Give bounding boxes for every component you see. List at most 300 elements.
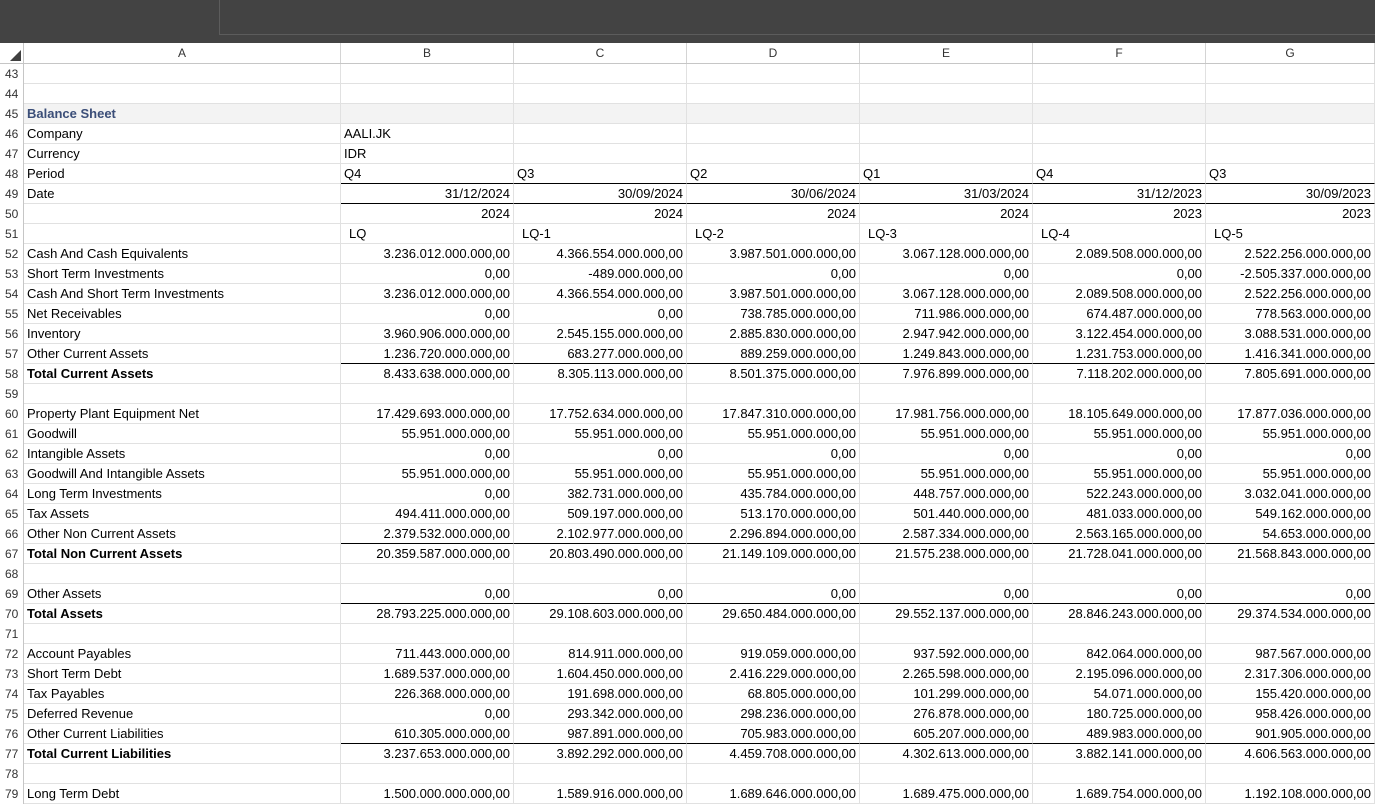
value-cell[interactable]: 18.105.649.000.000,00 bbox=[1033, 404, 1206, 424]
value-cell[interactable] bbox=[341, 384, 514, 404]
value-cell[interactable] bbox=[341, 104, 514, 124]
value-cell[interactable]: 276.878.000.000,00 bbox=[860, 704, 1033, 724]
value-cell[interactable] bbox=[1206, 64, 1375, 84]
value-cell[interactable]: 2.947.942.000.000,00 bbox=[860, 324, 1033, 344]
row-label-cell[interactable]: Property Plant Equipment Net bbox=[24, 404, 341, 424]
row-label-cell[interactable]: Total Current Assets bbox=[24, 364, 341, 384]
value-cell[interactable] bbox=[687, 144, 860, 164]
value-cell[interactable]: 4.366.554.000.000,00 bbox=[514, 284, 687, 304]
row-label-cell[interactable]: Deferred Revenue bbox=[24, 704, 341, 724]
value-cell[interactable]: 1.249.843.000.000,00 bbox=[860, 344, 1033, 364]
row-label-cell[interactable]: Date bbox=[24, 184, 341, 204]
row-number[interactable]: 53 bbox=[0, 264, 24, 284]
row-label-cell[interactable]: Total Assets bbox=[24, 604, 341, 624]
value-cell[interactable]: 55.951.000.000,00 bbox=[860, 464, 1033, 484]
value-cell[interactable]: 814.911.000.000,00 bbox=[514, 644, 687, 664]
value-cell[interactable]: 2.416.229.000.000,00 bbox=[687, 664, 860, 684]
value-cell[interactable]: IDR bbox=[341, 144, 514, 164]
value-cell[interactable] bbox=[1206, 124, 1375, 144]
value-cell[interactable] bbox=[860, 564, 1033, 584]
row-number[interactable]: 59 bbox=[0, 384, 24, 404]
value-cell[interactable] bbox=[860, 124, 1033, 144]
value-cell[interactable]: 0,00 bbox=[341, 584, 514, 604]
value-cell[interactable] bbox=[687, 384, 860, 404]
value-cell[interactable]: LQ-3 bbox=[860, 224, 1033, 244]
row-label-cell[interactable] bbox=[24, 224, 341, 244]
value-cell[interactable]: 55.951.000.000,00 bbox=[687, 464, 860, 484]
value-cell[interactable]: 2.089.508.000.000,00 bbox=[1033, 244, 1206, 264]
value-cell[interactable]: 901.905.000.000,00 bbox=[1206, 724, 1375, 744]
value-cell[interactable] bbox=[1206, 84, 1375, 104]
row-number[interactable]: 64 bbox=[0, 484, 24, 504]
row-number[interactable]: 51 bbox=[0, 224, 24, 244]
row-number[interactable]: 52 bbox=[0, 244, 24, 264]
value-cell[interactable] bbox=[860, 84, 1033, 104]
value-cell[interactable]: 17.847.310.000.000,00 bbox=[687, 404, 860, 424]
row-label-cell[interactable]: Other Assets bbox=[24, 584, 341, 604]
value-cell[interactable]: 20.359.587.000.000,00 bbox=[341, 544, 514, 564]
value-cell[interactable]: 4.366.554.000.000,00 bbox=[514, 244, 687, 264]
value-cell[interactable] bbox=[1033, 104, 1206, 124]
value-cell[interactable]: 509.197.000.000,00 bbox=[514, 504, 687, 524]
value-cell[interactable]: 513.170.000.000,00 bbox=[687, 504, 860, 524]
value-cell[interactable]: 2.265.598.000.000,00 bbox=[860, 664, 1033, 684]
value-cell[interactable]: 0,00 bbox=[341, 704, 514, 724]
value-cell[interactable]: 683.277.000.000,00 bbox=[514, 344, 687, 364]
row-label-cell[interactable] bbox=[24, 384, 341, 404]
value-cell[interactable] bbox=[860, 64, 1033, 84]
value-cell[interactable]: 1.231.753.000.000,00 bbox=[1033, 344, 1206, 364]
value-cell[interactable] bbox=[687, 104, 860, 124]
value-cell[interactable]: 2.545.155.000.000,00 bbox=[514, 324, 687, 344]
value-cell[interactable]: 0,00 bbox=[687, 444, 860, 464]
value-cell[interactable] bbox=[687, 64, 860, 84]
value-cell[interactable]: 21.149.109.000.000,00 bbox=[687, 544, 860, 564]
row-label-cell[interactable]: Goodwill And Intangible Assets bbox=[24, 464, 341, 484]
row-number[interactable]: 74 bbox=[0, 684, 24, 704]
row-label-cell[interactable]: Currency bbox=[24, 144, 341, 164]
value-cell[interactable]: 3.987.501.000.000,00 bbox=[687, 244, 860, 264]
row-number[interactable]: 44 bbox=[0, 84, 24, 104]
row-number[interactable]: 75 bbox=[0, 704, 24, 724]
value-cell[interactable] bbox=[1033, 124, 1206, 144]
value-cell[interactable]: 55.951.000.000,00 bbox=[687, 424, 860, 444]
value-cell[interactable] bbox=[860, 624, 1033, 644]
value-cell[interactable]: 501.440.000.000,00 bbox=[860, 504, 1033, 524]
value-cell[interactable] bbox=[341, 64, 514, 84]
value-cell[interactable]: 30/09/2024 bbox=[514, 184, 687, 204]
value-cell[interactable] bbox=[1206, 764, 1375, 784]
value-cell[interactable]: 30/06/2024 bbox=[687, 184, 860, 204]
row-number[interactable]: 63 bbox=[0, 464, 24, 484]
value-cell[interactable] bbox=[1206, 624, 1375, 644]
value-cell[interactable]: 17.752.634.000.000,00 bbox=[514, 404, 687, 424]
value-cell[interactable]: 0,00 bbox=[1033, 584, 1206, 604]
row-number[interactable]: 71 bbox=[0, 624, 24, 644]
value-cell[interactable]: 2.379.532.000.000,00 bbox=[341, 524, 514, 544]
column-header-c[interactable]: C bbox=[514, 43, 687, 63]
value-cell[interactable]: 21.575.238.000.000,00 bbox=[860, 544, 1033, 564]
value-cell[interactable]: 2.195.096.000.000,00 bbox=[1033, 664, 1206, 684]
row-number[interactable]: 76 bbox=[0, 724, 24, 744]
value-cell[interactable] bbox=[514, 84, 687, 104]
value-cell[interactable] bbox=[1033, 624, 1206, 644]
row-number[interactable]: 45 bbox=[0, 104, 24, 124]
row-number[interactable]: 60 bbox=[0, 404, 24, 424]
column-header-g[interactable]: G bbox=[1206, 43, 1375, 63]
row-label-cell[interactable] bbox=[24, 764, 341, 784]
value-cell[interactable]: 1.500.000.000.000,00 bbox=[341, 784, 514, 804]
row-label-cell[interactable] bbox=[24, 564, 341, 584]
formula-input[interactable] bbox=[219, 0, 1375, 35]
row-label-cell[interactable]: Inventory bbox=[24, 324, 341, 344]
value-cell[interactable] bbox=[687, 764, 860, 784]
row-label-cell[interactable]: Goodwill bbox=[24, 424, 341, 444]
value-cell[interactable]: 0,00 bbox=[860, 444, 1033, 464]
row-label-cell[interactable]: Other Current Liabilities bbox=[24, 724, 341, 744]
select-all-button[interactable] bbox=[0, 43, 24, 63]
value-cell[interactable]: 3.067.128.000.000,00 bbox=[860, 284, 1033, 304]
value-cell[interactable]: 54.653.000.000,00 bbox=[1206, 524, 1375, 544]
row-label-cell[interactable]: Tax Payables bbox=[24, 684, 341, 704]
row-label-cell[interactable]: Total Current Liabilities bbox=[24, 744, 341, 764]
value-cell[interactable]: 3.122.454.000.000,00 bbox=[1033, 324, 1206, 344]
value-cell[interactable] bbox=[1206, 384, 1375, 404]
value-cell[interactable] bbox=[514, 564, 687, 584]
row-number[interactable]: 69 bbox=[0, 584, 24, 604]
value-cell[interactable]: 55.951.000.000,00 bbox=[1206, 464, 1375, 484]
value-cell[interactable]: 0,00 bbox=[687, 264, 860, 284]
value-cell[interactable]: -489.000.000,00 bbox=[514, 264, 687, 284]
row-label-cell[interactable] bbox=[24, 204, 341, 224]
value-cell[interactable] bbox=[1033, 64, 1206, 84]
value-cell[interactable]: 0,00 bbox=[860, 584, 1033, 604]
value-cell[interactable] bbox=[341, 564, 514, 584]
row-number[interactable]: 49 bbox=[0, 184, 24, 204]
value-cell[interactable]: 711.443.000.000,00 bbox=[341, 644, 514, 664]
row-number[interactable]: 61 bbox=[0, 424, 24, 444]
value-cell[interactable]: 1.689.646.000.000,00 bbox=[687, 784, 860, 804]
row-number[interactable]: 48 bbox=[0, 164, 24, 184]
value-cell[interactable]: 3.960.906.000.000,00 bbox=[341, 324, 514, 344]
row-label-cell[interactable]: Other Non Current Assets bbox=[24, 524, 341, 544]
row-number[interactable]: 58 bbox=[0, 364, 24, 384]
value-cell[interactable]: 0,00 bbox=[514, 444, 687, 464]
row-label-cell[interactable]: Cash And Short Term Investments bbox=[24, 284, 341, 304]
row-number[interactable]: 68 bbox=[0, 564, 24, 584]
row-label-cell[interactable]: Cash And Cash Equivalents bbox=[24, 244, 341, 264]
value-cell[interactable]: 610.305.000.000,00 bbox=[341, 724, 514, 744]
value-cell[interactable]: 3.236.012.000.000,00 bbox=[341, 244, 514, 264]
row-number[interactable]: 77 bbox=[0, 744, 24, 764]
value-cell[interactable]: 7.976.899.000.000,00 bbox=[860, 364, 1033, 384]
value-cell[interactable]: 29.374.534.000.000,00 bbox=[1206, 604, 1375, 624]
value-cell[interactable]: 842.064.000.000,00 bbox=[1033, 644, 1206, 664]
row-label-cell[interactable]: Balance Sheet bbox=[24, 104, 341, 124]
value-cell[interactable]: 705.983.000.000,00 bbox=[687, 724, 860, 744]
column-header-f[interactable]: F bbox=[1033, 43, 1206, 63]
value-cell[interactable]: 101.299.000.000,00 bbox=[860, 684, 1033, 704]
value-cell[interactable]: 2.522.256.000.000,00 bbox=[1206, 284, 1375, 304]
value-cell[interactable]: Q1 bbox=[860, 164, 1033, 184]
value-cell[interactable]: 0,00 bbox=[1033, 444, 1206, 464]
value-cell[interactable]: 2.296.894.000.000,00 bbox=[687, 524, 860, 544]
value-cell[interactable]: 8.305.113.000.000,00 bbox=[514, 364, 687, 384]
value-cell[interactable] bbox=[514, 64, 687, 84]
value-cell[interactable]: 1.416.341.000.000,00 bbox=[1206, 344, 1375, 364]
value-cell[interactable] bbox=[514, 624, 687, 644]
row-label-cell[interactable]: Company bbox=[24, 124, 341, 144]
value-cell[interactable]: 919.059.000.000,00 bbox=[687, 644, 860, 664]
value-cell[interactable] bbox=[1033, 564, 1206, 584]
row-label-cell[interactable]: Intangible Assets bbox=[24, 444, 341, 464]
value-cell[interactable] bbox=[341, 764, 514, 784]
value-cell[interactable]: Q4 bbox=[341, 164, 514, 184]
value-cell[interactable] bbox=[1033, 144, 1206, 164]
value-cell[interactable]: 0,00 bbox=[1033, 264, 1206, 284]
value-cell[interactable] bbox=[1033, 384, 1206, 404]
row-label-cell[interactable] bbox=[24, 64, 341, 84]
value-cell[interactable]: 1.689.537.000.000,00 bbox=[341, 664, 514, 684]
row-label-cell[interactable]: Other Current Assets bbox=[24, 344, 341, 364]
value-cell[interactable] bbox=[860, 764, 1033, 784]
value-cell[interactable]: 55.951.000.000,00 bbox=[514, 424, 687, 444]
row-number[interactable]: 72 bbox=[0, 644, 24, 664]
value-cell[interactable]: 494.411.000.000,00 bbox=[341, 504, 514, 524]
value-cell[interactable]: 293.342.000.000,00 bbox=[514, 704, 687, 724]
column-header-e[interactable]: E bbox=[860, 43, 1033, 63]
row-label-cell[interactable]: Net Receivables bbox=[24, 304, 341, 324]
value-cell[interactable]: 0,00 bbox=[687, 584, 860, 604]
value-cell[interactable]: 2.102.977.000.000,00 bbox=[514, 524, 687, 544]
value-cell[interactable]: 0,00 bbox=[341, 264, 514, 284]
value-cell[interactable]: 17.429.693.000.000,00 bbox=[341, 404, 514, 424]
value-cell[interactable]: 0,00 bbox=[341, 484, 514, 504]
value-cell[interactable]: 0,00 bbox=[514, 304, 687, 324]
value-cell[interactable]: 958.426.000.000,00 bbox=[1206, 704, 1375, 724]
value-cell[interactable] bbox=[1033, 764, 1206, 784]
row-number[interactable]: 79 bbox=[0, 784, 24, 804]
value-cell[interactable]: 738.785.000.000,00 bbox=[687, 304, 860, 324]
value-cell[interactable]: 155.420.000.000,00 bbox=[1206, 684, 1375, 704]
value-cell[interactable]: 3.882.141.000.000,00 bbox=[1033, 744, 1206, 764]
value-cell[interactable]: 55.951.000.000,00 bbox=[1033, 424, 1206, 444]
value-cell[interactable]: 435.784.000.000,00 bbox=[687, 484, 860, 504]
value-cell[interactable]: LQ-1 bbox=[514, 224, 687, 244]
value-cell[interactable]: 987.891.000.000,00 bbox=[514, 724, 687, 744]
value-cell[interactable]: 2.317.306.000.000,00 bbox=[1206, 664, 1375, 684]
value-cell[interactable]: 3.987.501.000.000,00 bbox=[687, 284, 860, 304]
value-cell[interactable]: 0,00 bbox=[341, 304, 514, 324]
value-cell[interactable]: 55.951.000.000,00 bbox=[514, 464, 687, 484]
value-cell[interactable]: 55.951.000.000,00 bbox=[1033, 464, 1206, 484]
value-cell[interactable]: LQ bbox=[341, 224, 514, 244]
value-cell[interactable]: 31/03/2024 bbox=[860, 184, 1033, 204]
row-number[interactable]: 56 bbox=[0, 324, 24, 344]
value-cell[interactable]: 55.951.000.000,00 bbox=[1206, 424, 1375, 444]
value-cell[interactable] bbox=[1206, 144, 1375, 164]
value-cell[interactable]: 2.563.165.000.000,00 bbox=[1033, 524, 1206, 544]
value-cell[interactable]: 298.236.000.000,00 bbox=[687, 704, 860, 724]
value-cell[interactable] bbox=[860, 144, 1033, 164]
row-label-cell[interactable]: Tax Assets bbox=[24, 504, 341, 524]
row-label-cell[interactable] bbox=[24, 84, 341, 104]
value-cell[interactable]: 31/12/2023 bbox=[1033, 184, 1206, 204]
row-label-cell[interactable]: Period bbox=[24, 164, 341, 184]
value-cell[interactable]: 8.433.638.000.000,00 bbox=[341, 364, 514, 384]
value-cell[interactable]: 2.587.334.000.000,00 bbox=[860, 524, 1033, 544]
value-cell[interactable]: 29.108.603.000.000,00 bbox=[514, 604, 687, 624]
row-label-cell[interactable]: Long Term Debt bbox=[24, 784, 341, 804]
value-cell[interactable]: 30/09/2023 bbox=[1206, 184, 1375, 204]
value-cell[interactable]: 674.487.000.000,00 bbox=[1033, 304, 1206, 324]
value-cell[interactable]: 1.589.916.000.000,00 bbox=[514, 784, 687, 804]
value-cell[interactable]: 3.032.041.000.000,00 bbox=[1206, 484, 1375, 504]
value-cell[interactable] bbox=[1206, 104, 1375, 124]
row-label-cell[interactable]: Long Term Investments bbox=[24, 484, 341, 504]
value-cell[interactable]: Q2 bbox=[687, 164, 860, 184]
value-cell[interactable]: 21.568.843.000.000,00 bbox=[1206, 544, 1375, 564]
value-cell[interactable]: 0,00 bbox=[1206, 584, 1375, 604]
value-cell[interactable] bbox=[687, 564, 860, 584]
value-cell[interactable]: 68.805.000.000,00 bbox=[687, 684, 860, 704]
value-cell[interactable]: 17.981.756.000.000,00 bbox=[860, 404, 1033, 424]
row-number[interactable]: 46 bbox=[0, 124, 24, 144]
row-label-cell[interactable]: Total Non Current Assets bbox=[24, 544, 341, 564]
value-cell[interactable]: 1.689.475.000.000,00 bbox=[860, 784, 1033, 804]
row-number[interactable]: 47 bbox=[0, 144, 24, 164]
column-header-a[interactable]: A bbox=[24, 43, 341, 63]
row-label-cell[interactable]: Short Term Investments bbox=[24, 264, 341, 284]
value-cell[interactable]: 481.033.000.000,00 bbox=[1033, 504, 1206, 524]
row-number[interactable]: 50 bbox=[0, 204, 24, 224]
value-cell[interactable]: Q3 bbox=[514, 164, 687, 184]
value-cell[interactable]: 3.237.653.000.000,00 bbox=[341, 744, 514, 764]
value-cell[interactable]: AALI.JK bbox=[341, 124, 514, 144]
value-cell[interactable]: 4.606.563.000.000,00 bbox=[1206, 744, 1375, 764]
value-cell[interactable]: 489.983.000.000,00 bbox=[1033, 724, 1206, 744]
value-cell[interactable]: 28.793.225.000.000,00 bbox=[341, 604, 514, 624]
row-number[interactable]: 78 bbox=[0, 764, 24, 784]
value-cell[interactable]: 54.071.000.000,00 bbox=[1033, 684, 1206, 704]
value-cell[interactable]: 17.877.036.000.000,00 bbox=[1206, 404, 1375, 424]
value-cell[interactable]: 549.162.000.000,00 bbox=[1206, 504, 1375, 524]
value-cell[interactable]: 7.805.691.000.000,00 bbox=[1206, 364, 1375, 384]
value-cell[interactable] bbox=[341, 624, 514, 644]
value-cell[interactable]: Q4 bbox=[1033, 164, 1206, 184]
value-cell[interactable]: 448.757.000.000,00 bbox=[860, 484, 1033, 504]
value-cell[interactable]: LQ-2 bbox=[687, 224, 860, 244]
value-cell[interactable]: 2024 bbox=[341, 204, 514, 224]
value-cell[interactable] bbox=[514, 764, 687, 784]
value-cell[interactable]: 605.207.000.000,00 bbox=[860, 724, 1033, 744]
spreadsheet-grid[interactable] bbox=[0, 43, 1375, 804]
value-cell[interactable]: 382.731.000.000,00 bbox=[514, 484, 687, 504]
value-cell[interactable]: 29.552.137.000.000,00 bbox=[860, 604, 1033, 624]
value-cell[interactable]: 889.259.000.000,00 bbox=[687, 344, 860, 364]
value-cell[interactable]: LQ-4 bbox=[1033, 224, 1206, 244]
value-cell[interactable]: LQ-5 bbox=[1206, 224, 1375, 244]
value-cell[interactable] bbox=[514, 124, 687, 144]
value-cell[interactable]: 778.563.000.000,00 bbox=[1206, 304, 1375, 324]
row-number[interactable]: 43 bbox=[0, 64, 24, 84]
value-cell[interactable]: 226.368.000.000,00 bbox=[341, 684, 514, 704]
value-cell[interactable]: 55.951.000.000,00 bbox=[341, 464, 514, 484]
row-number[interactable]: 57 bbox=[0, 344, 24, 364]
value-cell[interactable]: 987.567.000.000,00 bbox=[1206, 644, 1375, 664]
row-number[interactable]: 55 bbox=[0, 304, 24, 324]
column-header-d[interactable]: D bbox=[687, 43, 860, 63]
value-cell[interactable] bbox=[687, 84, 860, 104]
value-cell[interactable]: 2023 bbox=[1033, 204, 1206, 224]
value-cell[interactable] bbox=[860, 104, 1033, 124]
value-cell[interactable]: 3.088.531.000.000,00 bbox=[1206, 324, 1375, 344]
row-number[interactable]: 70 bbox=[0, 604, 24, 624]
value-cell[interactable]: 1.192.108.000.000,00 bbox=[1206, 784, 1375, 804]
value-cell[interactable]: 0,00 bbox=[341, 444, 514, 464]
value-cell[interactable]: 0,00 bbox=[1206, 444, 1375, 464]
value-cell[interactable] bbox=[1033, 84, 1206, 104]
row-number[interactable]: 73 bbox=[0, 664, 24, 684]
value-cell[interactable] bbox=[514, 384, 687, 404]
value-cell[interactable]: 3.067.128.000.000,00 bbox=[860, 244, 1033, 264]
row-number[interactable]: 67 bbox=[0, 544, 24, 564]
row-number[interactable]: 54 bbox=[0, 284, 24, 304]
value-cell[interactable]: 2.089.508.000.000,00 bbox=[1033, 284, 1206, 304]
value-cell[interactable]: 522.243.000.000,00 bbox=[1033, 484, 1206, 504]
value-cell[interactable]: Q3 bbox=[1206, 164, 1375, 184]
value-cell[interactable]: 3.892.292.000.000,00 bbox=[514, 744, 687, 764]
value-cell[interactable]: 1.236.720.000.000,00 bbox=[341, 344, 514, 364]
value-cell[interactable] bbox=[514, 144, 687, 164]
value-cell[interactable]: 4.302.613.000.000,00 bbox=[860, 744, 1033, 764]
value-cell[interactable]: 28.846.243.000.000,00 bbox=[1033, 604, 1206, 624]
value-cell[interactable] bbox=[860, 384, 1033, 404]
value-cell[interactable]: 20.803.490.000.000,00 bbox=[514, 544, 687, 564]
value-cell[interactable]: 29.650.484.000.000,00 bbox=[687, 604, 860, 624]
value-cell[interactable]: -2.505.337.000.000,00 bbox=[1206, 264, 1375, 284]
value-cell[interactable]: 2024 bbox=[860, 204, 1033, 224]
row-label-cell[interactable]: Account Payables bbox=[24, 644, 341, 664]
value-cell[interactable]: 0,00 bbox=[860, 264, 1033, 284]
row-label-cell[interactable] bbox=[24, 624, 341, 644]
value-cell[interactable] bbox=[687, 124, 860, 144]
value-cell[interactable] bbox=[1206, 564, 1375, 584]
value-cell[interactable]: 21.728.041.000.000,00 bbox=[1033, 544, 1206, 564]
value-cell[interactable]: 180.725.000.000,00 bbox=[1033, 704, 1206, 724]
value-cell[interactable]: 7.118.202.000.000,00 bbox=[1033, 364, 1206, 384]
value-cell[interactable]: 2024 bbox=[687, 204, 860, 224]
value-cell[interactable]: 8.501.375.000.000,00 bbox=[687, 364, 860, 384]
value-cell[interactable]: 1.689.754.000.000,00 bbox=[1033, 784, 1206, 804]
value-cell[interactable]: 55.951.000.000,00 bbox=[860, 424, 1033, 444]
value-cell[interactable]: 3.236.012.000.000,00 bbox=[341, 284, 514, 304]
row-label-cell[interactable]: Short Term Debt bbox=[24, 664, 341, 684]
value-cell[interactable]: 55.951.000.000,00 bbox=[341, 424, 514, 444]
column-header-b[interactable]: B bbox=[341, 43, 514, 63]
value-cell[interactable] bbox=[687, 624, 860, 644]
value-cell[interactable]: 2.885.830.000.000,00 bbox=[687, 324, 860, 344]
value-cell[interactable] bbox=[341, 84, 514, 104]
value-cell[interactable]: 31/12/2024 bbox=[341, 184, 514, 204]
value-cell[interactable]: 711.986.000.000,00 bbox=[860, 304, 1033, 324]
value-cell[interactable]: 0,00 bbox=[514, 584, 687, 604]
value-cell[interactable]: 937.592.000.000,00 bbox=[860, 644, 1033, 664]
value-cell[interactable] bbox=[514, 104, 687, 124]
value-cell[interactable]: 2024 bbox=[514, 204, 687, 224]
value-cell[interactable]: 2.522.256.000.000,00 bbox=[1206, 244, 1375, 264]
row-number[interactable]: 66 bbox=[0, 524, 24, 544]
